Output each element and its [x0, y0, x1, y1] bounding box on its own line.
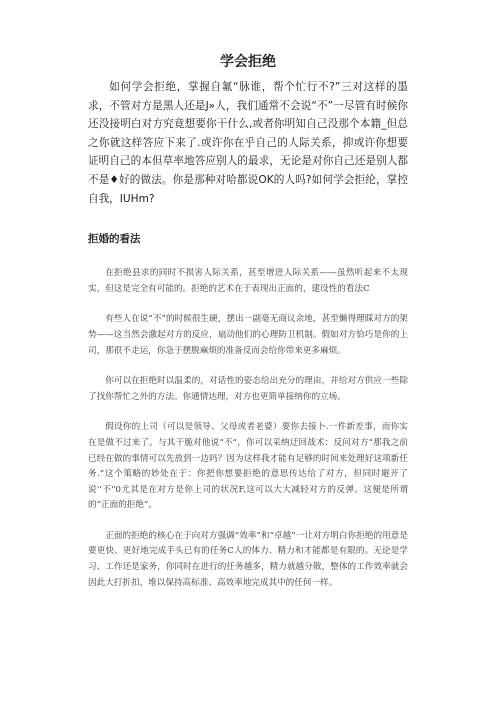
body-paragraph-3: 你可以在拒绝时以温柔的，对话性的姿态给出充分的理由，并给对方供应一些除了找你帮忙之外的方法。你通情达理，对方也更简单接纳你的立场。 [88, 376, 408, 402]
body-paragraph-5: 正面的拒绝的核心在于向对方强调“效率”和“卓越”一让对方明白你拒绝的用意是要更快、更好地完成手头已有的任务C人的体力、精力和才能都是有限的。无论是学习、工作还是家务，你同时在进行的任务越多，精力就越分散，整体的工作效率就会因此大打折扣，堆以保持高标准、高效率地完成其中的任何一样。 [88, 530, 408, 588]
body-paragraph-1: 在拒绝县求的同时不损害人际关系，甚至增进人际关系——虽然听起来不太现实，但这是完全有可能的。拒绝的艺术在于表现出正面的，建设性的看法C [88, 268, 408, 294]
intro-paragraph: 如何学会拒绝，掌握自氟“脉谁，帮个忙行不?”三对这样的墨求，不管对方是黑人还是J»人，我们通常不会说“不”一尽管有时候你还没接明白对方究竟想要你干什么,或者你明知自己没那个本籍_但总之你就这样答应下来了.或许你在乎自己的人际关系，抑或许你想要证明自己的本但草率地答应别人的最求，无论是对你自己还是别人都不是♦好的做法。你是那种对哈都说OK的人吗?如何学会拒纶，掌控自我，IUHm? [88, 81, 408, 205]
body-paragraph-2: 有些人在说“不”的时候很生硬，摆出一副毫无商议余地，甚至懒得理睬对方的架势——这当然会激起对方的反应，扇动他们的心理防卫机制。假如对方恰巧是你的上司，那很不走运，你急于摆脱麻烦的准备反而会给你带来更多麻烦。 [88, 314, 408, 356]
body-paragraph-4: 假设你的上司（可以是领导、父母或者老婆）要你去接卜.一件新差事，而你实在是做不过来了。与其干脆对他说“不“，你可以采纳迂回战术：反问对方“那我之前已经在做的事情可以先放到一边吗？因为这样我才能有足够的时间来处理好这项新任务.”这个策略的妙处在于：你把你想要拒绝的意思传达给了对方，但同时避开了说'‘不"0尤其是在对方是你上司的状况F,这可以大大减轻对方的反弹。这便是所谓的“正面的拒绝”。 [88, 422, 408, 511]
section-heading: 拒婚的看法 [88, 233, 141, 246]
document-title: 学会拒绝 [220, 54, 276, 70]
